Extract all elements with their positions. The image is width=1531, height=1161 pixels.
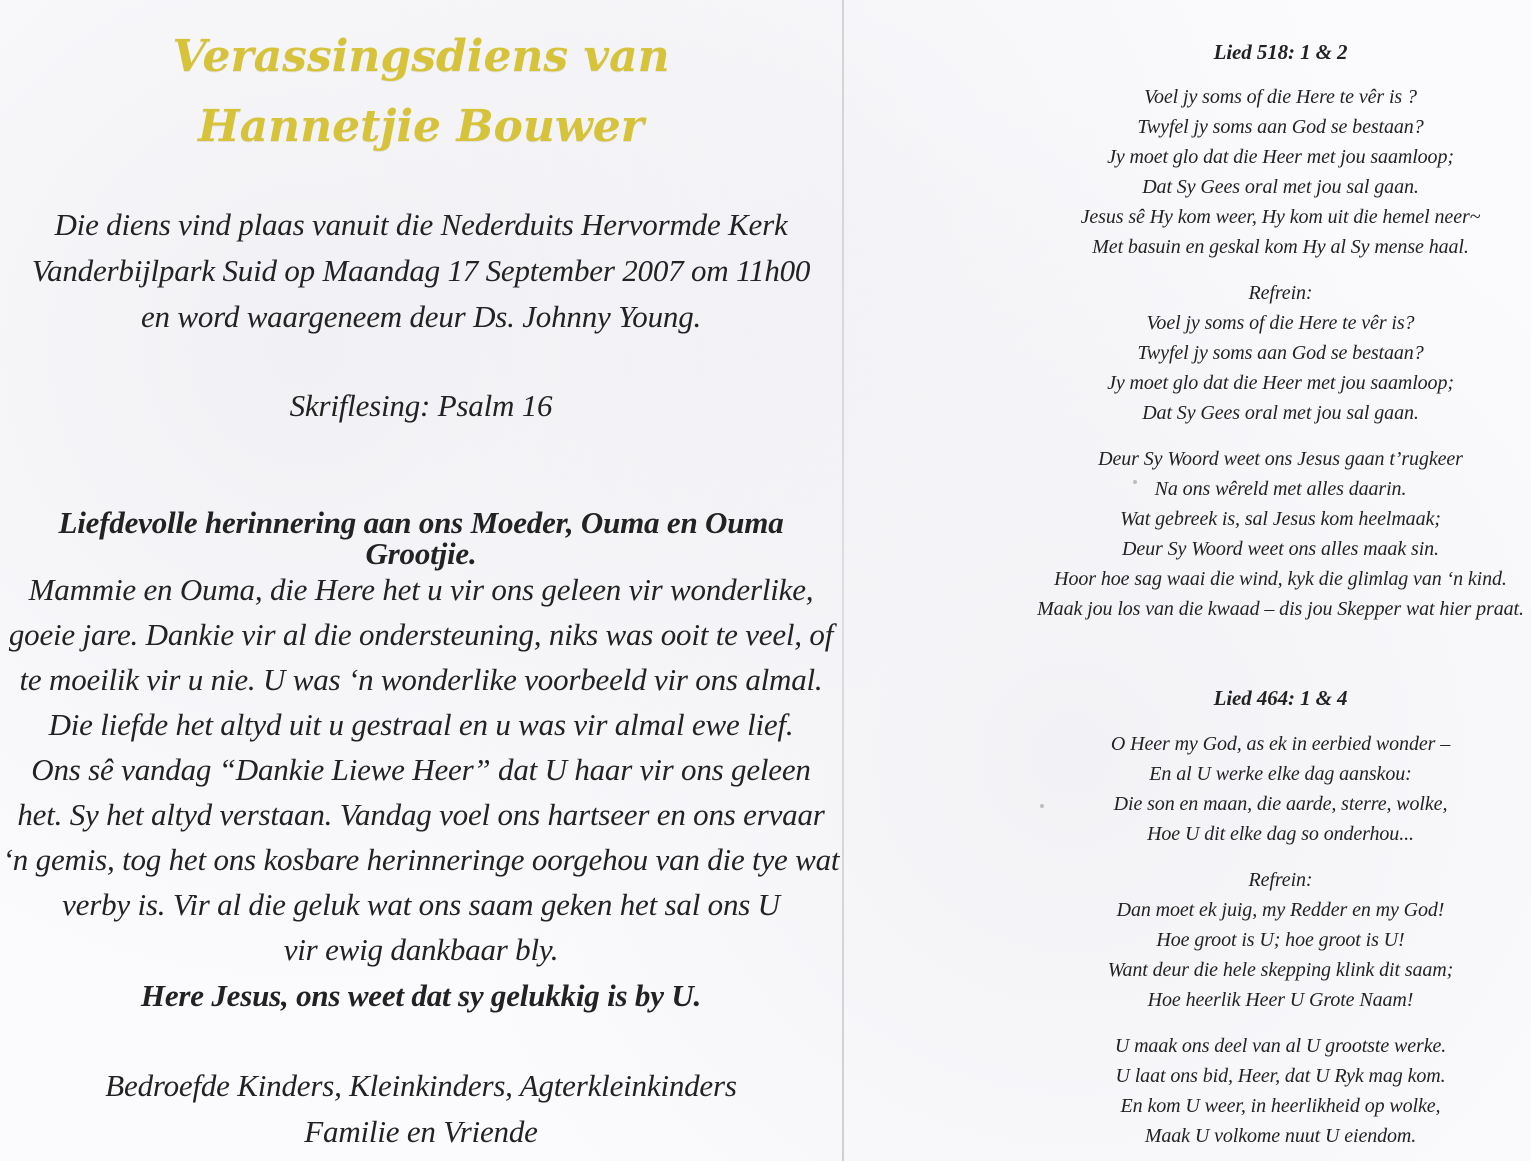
tribute-line-2: goeie jare. Dankie vir al die ondersteuning, niks was ooit te veel, of xyxy=(8,617,834,652)
hymn-1-verse-1-line-4: Dat Sy Gees oral met jou sal gaan. xyxy=(1142,176,1419,198)
paper-speck xyxy=(1040,804,1044,808)
signoff-line-1: Bedroefde Kinders, Kleinkinders, Agterkleinkinders xyxy=(105,1068,737,1103)
hymn-1-verse-2-line-5: Hoor hoe sag waai die wind, kyk die glimlag van ‘n kind. xyxy=(1054,568,1507,590)
hymn-2-heading: Lied 464: 1 & 4 xyxy=(1213,686,1348,710)
hymn-1-verse-2-line-4: Deur Sy Woord weet ons alles maak sin. xyxy=(1122,538,1439,560)
hymn-2-refrain-line-2: Hoe groot is U; hoe groot is U! xyxy=(1156,929,1405,951)
service-line-3: en word waargeneem deur Ds. Johnny Young. xyxy=(140,299,702,334)
tribute-line-3: te moeilik vir u nie. U was ‘n wonderlike voorbeeld vir ons almal. xyxy=(19,662,823,697)
tribute-line-6: het. Sy het altyd verstaan. Vandag voel ons hartseer en ons ervaar xyxy=(17,797,825,832)
title-line-1: Verassingsdiens van xyxy=(172,31,670,82)
tribute-line-8: verby is. Vir al die geluk wat ons saam geken het sal ons U xyxy=(62,887,780,922)
hymn-1-refrain-line-1: Voel jy soms of die Here te vêr is? xyxy=(1146,312,1415,334)
hymn-2-verse-2-line-3: En kom U weer, in heerlikheid op wolke, xyxy=(1120,1095,1441,1117)
hymn-1-verse-1-line-6: Met basuin en geskal kom Hy al Sy mense haal. xyxy=(1092,236,1469,258)
tribute-line-9: vir ewig dankbaar bly. xyxy=(283,932,559,967)
hymn-2-verse-2-line-1: U maak ons deel van al U grootste werke. xyxy=(1114,1035,1447,1057)
hymn-1-verse-2-line-6: Maak jou los van die kwaad – dis jou Skepper wat hier praat. xyxy=(1037,598,1524,620)
hymn-1-verse-2-line-2: Na ons wêreld met alles daarin. xyxy=(1154,478,1407,500)
hymn-2-verse-1-line-1: O Heer my God, as ek in eerbied wonder – xyxy=(1110,733,1451,755)
scripture-line: Skriflesing: Psalm 16 xyxy=(289,388,553,423)
title-line-2: Hannetjie Bouwer xyxy=(198,101,644,152)
hymn-1-verse-1-line-2: Twyfel jy soms aan God se bestaan? xyxy=(1137,116,1424,138)
hymn-2-refrain-line-1: Dan moet ek juig, my Redder en my God! xyxy=(1116,899,1445,921)
hymn-1-refrain-line-4: Dat Sy Gees oral met jou sal gaan. xyxy=(1142,402,1419,424)
hymn-1-refrain-line-3: Jy moet glo dat die Heer met jou saamloop; xyxy=(1107,372,1454,394)
hymn-2-refrain-line-3: Want deur die hele skepping klink dit saam; xyxy=(1107,959,1454,981)
hymn-1-refrain-line-2: Twyfel jy soms aan God se bestaan? xyxy=(1137,342,1424,364)
hymn-1-verse-2-line-3: Wat gebreek is, sal Jesus kom heelmaak; xyxy=(1120,508,1441,530)
tribute-closing: Here Jesus, ons weet dat sy gelukkig is by U. xyxy=(140,978,702,1013)
hymn-1-heading: Lied 518: 1 & 2 xyxy=(1213,40,1348,64)
tribute-line-4: Die liefde het altyd uit u gestraal en u was vir almal ewe lief. xyxy=(48,707,794,742)
tribute-line-5: Ons sê vandag “Dankie Liewe Heer” dat U haar vir ons geleen xyxy=(31,752,811,787)
hymn-2-verse-1-line-4: Hoe U dit elke dag so onderhou... xyxy=(1147,823,1414,845)
memory-heading: Liefdevolle herinnering aan ons Moeder, Ouma en Ouma Grootjie. xyxy=(58,505,784,571)
service-line-1: Die diens vind plaas vanuit die Nederduits Hervormde Kerk xyxy=(54,207,788,242)
hymn-1-refrain-label: Refrein: xyxy=(1248,282,1313,304)
tribute-line-1: Mammie en Ouma, die Here het u vir ons geleen vir wonderlike, xyxy=(28,572,814,607)
hymn-2-verse-1-line-2: En al U werke elke dag aanskou: xyxy=(1149,763,1412,785)
service-line-2: Vanderbijlpark Suid op Maandag 17 September 2007 om 11h00 xyxy=(31,253,811,288)
hymn-1-verse-1-line-5: Jesus sê Hy kom weer, Hy kom uit die hemel neer~ xyxy=(1080,206,1481,228)
right-panel xyxy=(1030,0,1531,1161)
hymn-2-verse-2-line-4: Maak U volkome nuut U eiendom. xyxy=(1144,1125,1417,1147)
hymn-2-verse-1-line-3: Die son en maan, die aarde, sterre, wolke, xyxy=(1113,793,1448,815)
hymn-2-verse-2-line-2: U laat ons bid, Heer, dat U Ryk mag kom. xyxy=(1115,1065,1446,1087)
hymn-1-verse-1-line-1: Voel jy soms of die Here te vêr is ? xyxy=(1144,86,1417,108)
signoff-line-2: Familie en Vriende xyxy=(304,1114,538,1149)
hymn-1-verse-1-line-3: Jy moet glo dat die Heer met jou saamloop; xyxy=(1107,146,1454,168)
hymn-2-refrain-label: Refrein: xyxy=(1248,869,1313,891)
tribute-line-7: ‘n gemis, tog het ons kosbare herinneringe oorgehou van die tye wat xyxy=(2,842,840,877)
hymn-2-refrain-line-4: Hoe heerlik Heer U Grote Naam! xyxy=(1147,989,1414,1011)
paper-speck xyxy=(1133,480,1137,484)
hymn-1-verse-2-line-1: Deur Sy Woord weet ons Jesus gaan t’rugkeer xyxy=(1098,448,1463,470)
page-fold-divider xyxy=(842,0,844,1161)
